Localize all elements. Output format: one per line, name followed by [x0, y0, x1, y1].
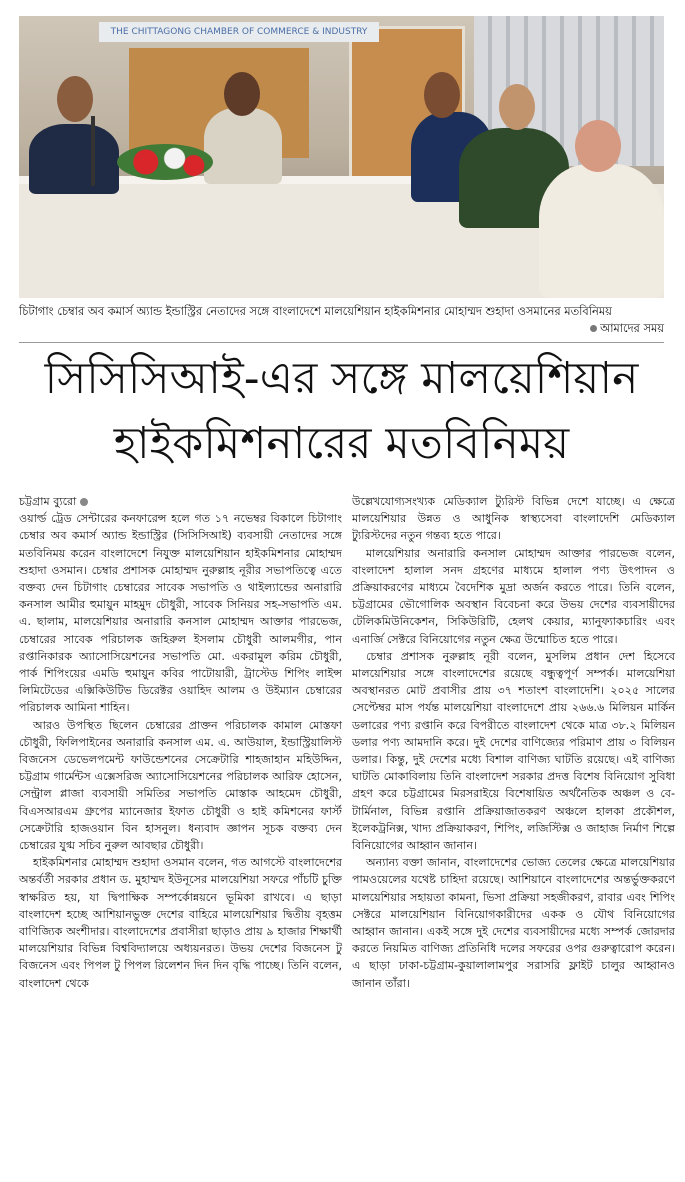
paragraph: হাইকমিশনার মোহাম্মদ শুহাদা ওসমান বলেন, গত আগস্টে বাংলাদেশের অন্তর্বর্তী সরকার প্রধান ড. মুহাম্মদ ইউনূসের মালয়েশিয়া সফরে পাঁচটি চুক্তি স্বাক্ষরিত হয়, যা দ্বিপাক্ষিক সম্পর্কোন্নয়নে ভূমিকা রাখবে। এ ছাড়া বাংলাদেশ হচ্ছে আশিয়ানভুক্ত দেশের বাহিরে মালয়েশিয়ার দ্বিতীয় বৃহত্তম বাণিজ্যিক অংশীদার। বাংলাদেশের প্রবাসীরা ছাড়াও প্রায় ৯ হাজার শিক্ষার্থী মালয়েশিয়ার বিভিন্ন বিশ্ববিদ্যালয়ে অধ্যয়নরত। উভয় দেশের বিজনেস টু বিজনেস এবং পিপল টু পিপল রিলেশন দিন দিন বৃদ্ধি পাচ্ছে। তিনি বলেন, বাংলাদেশ থেকে: [19, 856, 342, 990]
top-strip: [0, 0, 685, 10]
byline: [19, 493, 342, 510]
caption-rule: [19, 342, 664, 343]
paragraph: অন্যান্য বক্তা জানান, বাংলাদেশের ভোজ্য তেলের ক্ষেত্রে মালয়েশিয়ার পামওয়েলের যথেষ্ট চাহিদা রয়েছে। আশিয়ানে বাংলাদেশের অন্তর্ভুক্তকরণে মালয়েশিয়ার সহায়তা কামনা, ভিসা প্রক্রিয়া সহজীকরণ, রাবার এবং শিপিং সেক্টরে মালয়েশিয়ান বিনিয়োগকারীদের একক ও যৌথ বিনিয়োগের আহ্বান জানান। একই সঙ্গে দুই দেশের ব্যবসায়ীদের মধ্যে সম্পর্ক জোরদার করতে নিয়মিত বাণিজ্য প্রতিনিধি দলের সফরের ওপর গুরুত্বারোপ করেন। এ ছাড়া ঢাকা-চট্টগ্রাম-কুয়ালালামপুর সরাসরি ফ্লাইট চালুর আহ্বানও জানান তাঁরা।: [352, 856, 675, 990]
headline-line-1: সিসিসিআই-এর সঙ্গে মালয়েশিয়ান: [44, 353, 639, 404]
paragraph: আরও উপস্থিত ছিলেন চেম্বারের প্রাক্তন পরিচালক কামাল মোস্তফা চৌধুরী, ফিলিপাইনের অনারারি কনসাল এম. এ. আউয়াল, ইন্ডাস্ট্রিয়ালিস্ট বিজনেস ডেভেলপমেন্ট ফাউন্ডেশনের সেক্রেটারি শাহজাহান মহিউদ্দিন, চট্টগ্রাম গার্মেন্টস এক্সেসরিজ অ্যাসোসিয়েশনের পরিচালক আরিফ হোসেন, সেন্ট্রাল প্লাজা ব্যবসায়ী সমিতির সভাপতি মোস্তাক আহমেদ চৌধুরী, বিএসআরএম গ্রুপের ম্যানেজার ইফাত চৌধুরী ও হাই কমিশনের ফার্স্ট সেক্রেটারি হাজওয়ান বিন হাসনুল। ধন্যবাদ জ্ঞাপন সূচক বক্তব্য দেন চেম্বারের যুগ্ম সচিব নুরুল আবছার চৌধুরী।: [19, 718, 342, 853]
headline: [14, 346, 669, 476]
photo-head-5: [575, 120, 621, 172]
photo-head-1: [57, 76, 93, 122]
paragraph: ওয়ার্ল্ড ট্রেড সেন্টারের কনফারেন্স হলে গত ১৭ নভেম্বর বিকালে চিটাগাং চেম্বার অব কমার্স অ্যান্ড ইন্ডাস্ট্রির (সিসিসিআই) ব্যবসায়ী নেতাদের সঙ্গে মতবিনিময় করেন বাংলাদেশে নিযুক্ত মালয়েশিয়ান হাইকমিশনার মোহাম্মদ শুহাদা ওসমান। চেম্বার প্রশাসক মোহাম্মদ নুরুল্লাহ নূরীর সভাপতিত্বে এতে বক্তব্য দেন চিটাগাং চেম্বারের সাবেক সভাপতি ও থাইল্যান্ডের অনারারি কনসাল আমীর হুমায়ুন মাহমুদ চৌধুরী, সাবেক সিনিয়র সহ-সভাপতি এম. এ. ছালাম, মালয়েশিয়ার অনারারি কনসাল মোহাম্মদ আক্তার পারভেজ, চেম্বারের সাবেক পরিচালক জহিরুল ইসলাম চৌধুরী আলমগীর, পান রপ্তানিকারক অ্যাসোসিয়েশনের সভাপতি মো. একরামুল করিম চৌধুরী, পার্ক শিপিংয়ের এমডি হুমায়ুন কবির পাটোয়ারী, ট্রাস্টেড শিপিং লাইন্স লিমিটেডের এক্সিকিউটিভ ডিরেক্টর ওয়াহিদ আলম ও উইম্যান চেম্বারের পরিচালক আমিনা শাহিন।: [19, 512, 342, 715]
credit-triangle-icon: [590, 325, 597, 332]
photo-flowers: [117, 144, 213, 180]
byline-dot-icon: [80, 498, 88, 506]
photo-person-2: [204, 108, 282, 184]
byline-text: চট্টগ্রাম ব্যুরো: [19, 495, 77, 508]
news-photo: [19, 16, 664, 298]
photo-head-3: [424, 72, 460, 118]
photo-microphone: [91, 116, 95, 186]
caption-text: চিটাগাং চেম্বার অব কমার্স অ্যান্ড ইন্ডাস্ট্রির নেতাদের সঙ্গে বাংলাদেশে মালয়েশিয়ান হাইকমিশনার মোহাম্মদ শুহাদা ওসমানের মতবিনিময়: [19, 304, 612, 318]
photo-caption: [19, 303, 664, 337]
photo-head-2: [224, 72, 260, 116]
photo-person-5: [539, 164, 664, 298]
paragraph: উল্লেখযোগ্যসংখ্যক মেডিক্যাল ট্যুরিস্ট বিভিন্ন দেশে যাচ্ছে। এ ক্ষেত্রে মালয়েশিয়ার উন্নত ও আধুনিক স্বাস্থ্যসেবা বাংলাদেশি মেডিক্যাল ট্যুরিস্টদের নতুন গন্তব্য হতে পারে।: [352, 495, 675, 543]
paragraph: চেম্বার প্রশাসক নুরুল্লাহ নূরী বলেন, মুসলিম প্রধান দেশ হিসেবে মালয়েশিয়ার সঙ্গে বাংলাদেশের রয়েছে বন্ধুত্বপূর্ণ সম্পর্ক। মালয়েশিয়া অবস্থানরত মোট প্রবাসীর প্রায় ৩৭ শতাংশ বাংলাদেশি। ২০২৫ সালের সেপ্টেম্বর মাস পর্যন্ত মালয়েশিয়া বাংলাদেশে প্রায় ২৬৬.৬ মিলিয়ন মার্কিন ডলারের পণ্য রপ্তানি করে বিপরীতে বাংলাদেশ থেকে মাত্র ৩৮.২ মিলিয়ন ডলার পণ্য আমদানি করে। দুই দেশের বাণিজ্যের পরিমাণ প্রায় ৩ বিলিয়ন ডলার। কিন্তু, দুই দেশের মধ্যে বিশাল বাণিজ্য ঘাটতি রয়েছে। এই বাণিজ্য ঘাটতি মোকাবিলায় তিনি বাংলাদেশ সরকার প্রদত্ত বিশেষ বিনিয়োগ সুবিধা গ্রহণ করে চট্টগ্রামের মিরসরাইয়ে বিশেষায়িত অর্থনৈতিক অঞ্চল ও বে-টার্মিনাল, বিভিন্ন রপ্তানি প্রক্রিয়াজাতকরণ অঞ্চলে হালকা প্রকৌশল, ইলেকট্রনিক্স, খাদ্য প্রক্রিয়াকরণ, শিপিং, লজিস্টিক্স ও জাহাজ নির্মাণ শিল্পে বিনিয়োগের আহ্বান জানান।: [352, 649, 675, 853]
headline-line-2: হাইকমিশনারের মতবিনিময়: [113, 418, 570, 469]
photo-credit-text: আমাদের সময়: [600, 321, 664, 335]
photo-head-4: [499, 84, 535, 130]
paragraph: মালয়েশিয়ার অনারারি কনসাল মোহাম্মদ আক্তার পারভেজ বলেন, বাংলাদেশ হালাল সনদ গ্রহণের মাধ্যমে হালাল পণ্য উৎপাদন ও প্রক্রিয়াকরণের মাধ্যমে বৈদেশিক মুদ্রা অর্জন করতে পারে। তিনি বলেন, চট্টগ্রামের ভৌগোলিক অবস্থান বিবেচনা করে উভয় দেশের ব্যবসায়ীদের টেলিকমিউনিকেশন, সিকিউরিটি, হেলথ কেয়ার, ম্যানুফ্যাকচারিং এবং এনার্জি সেক্টরে বিনিয়োগের নতুন ক্ষেত্র উন্মোচিত হতে পারে।: [352, 546, 675, 646]
article-column-left: [19, 493, 342, 992]
article-column-right: [352, 493, 675, 992]
photo-person-1: [29, 124, 119, 194]
photo-banner: THE CHITTAGONG CHAMBER OF COMMERCE & INDUSTRY: [99, 22, 379, 42]
photo-credit: [590, 320, 664, 337]
